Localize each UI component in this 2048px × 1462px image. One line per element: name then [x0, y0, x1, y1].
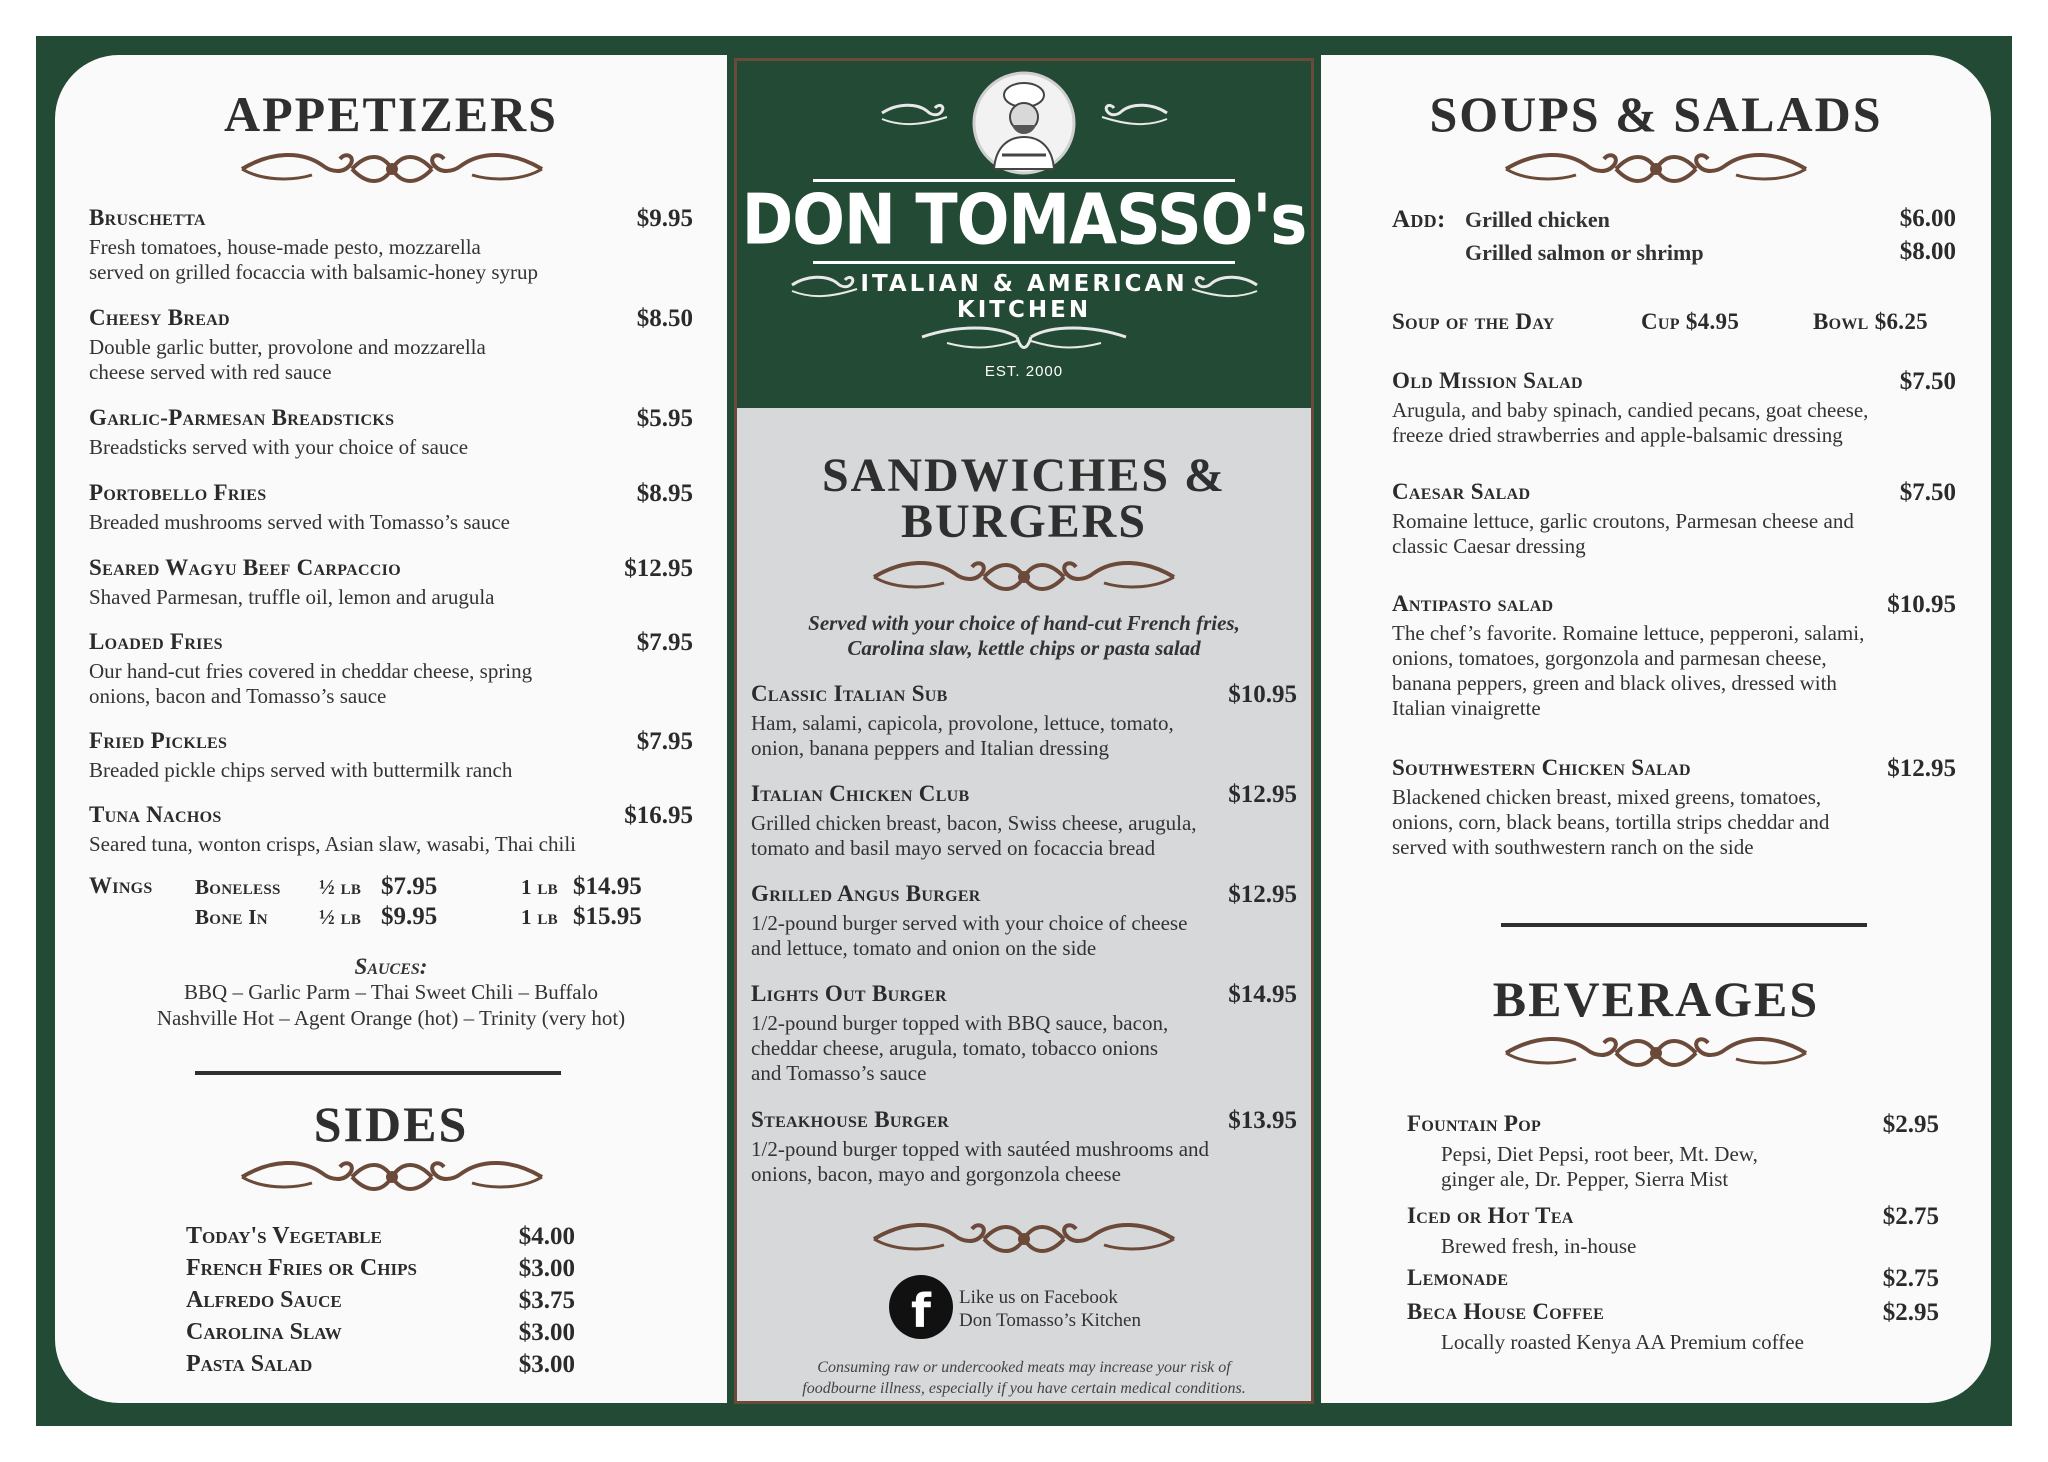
salad-desc: Arugula, and baby spinach, candied pecans, goat cheese,	[1392, 398, 1869, 422]
sandwich-desc: Ham, salami, capicola, provolone, lettuce, tomato,	[751, 711, 1174, 735]
brand-est: EST. 2000	[984, 363, 1064, 380]
sandwich-desc: onion, banana peppers and Italian dressing	[751, 736, 1110, 760]
side-name: Today's Vegetable	[186, 1223, 382, 1249]
flourish-divider-icon	[917, 323, 1131, 353]
appetizer-desc: Breaded mushrooms served with Tomasso’s sauce	[89, 510, 510, 534]
section-divider	[195, 1071, 561, 1075]
sauces-line: BBQ – Garlic Parm – Thai Sweet Chili – Buffalo	[184, 980, 598, 1004]
soup-cup-price: Cup $4.95	[1641, 309, 1740, 334]
wings-boneless: Boneless	[195, 875, 281, 899]
sandwich-desc: and Tomasso’s sauce	[751, 1061, 927, 1085]
side-price: $3.00	[518, 1319, 575, 1346]
salad-desc: freeze dried strawberries and apple-balsamic dressing	[1392, 423, 1843, 447]
health-notice: Consuming raw or undercooked meats may increase your risk of	[817, 1359, 1231, 1376]
facebook-link[interactable]: Like us on Facebook	[959, 1287, 1118, 1308]
sandwich-name: Italian Chicken Club	[751, 781, 970, 806]
appetizer-name: Seared Wagyu Beef Carpaccio	[89, 555, 401, 580]
salad-price: $7.50	[1899, 479, 1956, 506]
beverage-price: $2.75	[1882, 1203, 1939, 1230]
appetizer-name: Loaded Fries	[89, 629, 223, 654]
flourish-divider-icon	[877, 101, 952, 131]
wings-half-lb-label: ½ lb	[319, 905, 362, 929]
beverage-desc: Locally roasted Kenya AA Premium coffee	[1441, 1330, 1804, 1354]
brand-header	[737, 61, 1311, 408]
appetizers-heading: APPETIZERS	[224, 86, 558, 142]
sandwich-price: $12.95	[1228, 781, 1297, 808]
wings-bone-in: Bone In	[195, 905, 268, 929]
wings-bonein-full-price: $15.95	[573, 903, 642, 930]
flourish-divider-icon	[232, 147, 552, 191]
salad-desc: classic Caesar dressing	[1392, 534, 1586, 558]
chef-portrait-icon	[972, 71, 1076, 175]
sandwich-price: $10.95	[1228, 681, 1297, 708]
appetizer-price: $8.50	[636, 305, 693, 332]
appetizer-desc: served on grilled focaccia with balsamic-honey syrup	[89, 260, 539, 284]
flourish-divider-icon	[864, 1217, 1184, 1261]
add-item-price: $8.00	[1899, 238, 1956, 265]
appetizer-desc: cheese served with red sauce	[89, 360, 332, 384]
side-name: Carolina Slaw	[186, 1319, 342, 1345]
sandwich-desc: 1/2-pound burger topped with BBQ sauce, bacon,	[751, 1011, 1169, 1035]
appetizer-price: $7.95	[636, 728, 693, 755]
sandwich-desc: 1/2-pound burger served with your choice of cheese	[751, 911, 1188, 935]
appetizer-desc: Breadsticks served with your choice of sauce	[89, 435, 469, 459]
appetizer-price: $16.95	[624, 802, 693, 829]
salad-name: Old Mission Salad	[1392, 368, 1583, 393]
beverage-price: $2.95	[1882, 1111, 1939, 1138]
sandwich-price: $12.95	[1228, 881, 1297, 908]
flourish-divider-icon	[787, 273, 862, 303]
brand-subtitle: ITALIAN & AMERICAN	[860, 271, 1188, 297]
flourish-divider-icon	[232, 1155, 552, 1199]
soup-bowl-price: Bowl $6.25	[1813, 309, 1928, 334]
flourish-divider-icon	[1187, 273, 1262, 303]
salad-desc: Romaine lettuce, garlic croutons, Parmesan cheese and	[1392, 509, 1854, 533]
appetizer-price: $9.95	[636, 205, 693, 232]
facebook-icon[interactable]: f	[889, 1275, 953, 1339]
flourish-divider-icon	[864, 555, 1184, 599]
brand-rule	[813, 261, 1235, 264]
beverage-name: Beca House Coffee	[1407, 1299, 1605, 1324]
flourish-divider-icon	[1097, 101, 1172, 131]
salad-desc: onions, tomatoes, gorgonzola and parmesan cheese,	[1392, 646, 1827, 670]
wings-boneless-half-price: $7.95	[381, 873, 438, 900]
sandwiches-heading: SANDWICHES &	[821, 449, 1227, 502]
appetizer-desc: Seared tuna, wonton crisps, Asian slaw, wasabi, Thai chili	[89, 832, 576, 856]
sandwich-desc: tomato and basil mayo served on focaccia bread	[751, 836, 1156, 860]
appetizer-price: $7.95	[636, 629, 693, 656]
beverage-desc: Brewed fresh, in-house	[1441, 1234, 1637, 1258]
add-item-name: Grilled chicken	[1465, 207, 1610, 232]
sandwich-desc: onions, bacon, mayo and gorgonzola cheese	[751, 1162, 1121, 1186]
salad-desc: banana peppers, green and black olives, dressed with	[1392, 671, 1837, 695]
salad-desc: Italian vinaigrette	[1392, 696, 1541, 720]
salad-desc: served with southwestern ranch on the side	[1392, 835, 1754, 859]
soup-of-day: Soup of the Day	[1392, 309, 1555, 334]
right-panel	[1321, 55, 1991, 1403]
salad-price: $10.95	[1887, 591, 1956, 618]
sandwich-name: Grilled Angus Burger	[751, 881, 981, 906]
beverage-name: Iced or Hot Tea	[1407, 1203, 1574, 1228]
sauces-line: Nashville Hot – Agent Orange (hot) – Trinity (very hot)	[156, 1006, 626, 1030]
appetizer-name: Portobello Fries	[89, 480, 267, 505]
side-price: $4.00	[518, 1223, 575, 1250]
appetizer-name: Bruschetta	[89, 205, 206, 230]
appetizer-name: Garlic-Parmesan Breadsticks	[89, 405, 395, 430]
sandwich-name: Classic Italian Sub	[751, 681, 948, 706]
appetizer-desc: Breaded pickle chips served with buttermilk ranch	[89, 758, 513, 782]
side-name: Alfredo Sauce	[186, 1287, 342, 1313]
brand-name: DON TOMASSO's	[741, 178, 1307, 261]
salad-price: $12.95	[1887, 755, 1956, 782]
side-name: French Fries or Chips	[186, 1255, 417, 1281]
beverages-heading: BEVERAGES	[1492, 971, 1820, 1027]
add-item-name: Grilled salmon or shrimp	[1465, 240, 1704, 265]
appetizer-name: Cheesy Bread	[89, 305, 230, 330]
health-notice: foodbourne illness, especially if you have certain medical conditions.	[802, 1380, 1246, 1397]
brand-subtitle: KITCHEN	[956, 297, 1092, 323]
sandwich-desc: 1/2-pound burger topped with sautéed mushrooms and	[751, 1137, 1210, 1161]
appetizer-desc: Fresh tomatoes, house-made pesto, mozzarella	[89, 235, 481, 259]
salad-name: Southwestern Chicken Salad	[1392, 755, 1691, 780]
appetizer-desc: Double garlic butter, provolone and mozzarella	[89, 335, 486, 359]
salad-desc: onions, corn, black beans, tortilla strips cheddar and	[1392, 810, 1830, 834]
sandwich-desc: cheddar cheese, arugula, tomato, tobacco onions	[751, 1036, 1159, 1060]
sandwiches-intro: Carolina slaw, kettle chips or pasta salad	[847, 636, 1201, 660]
wings-label: Wings	[89, 873, 153, 898]
facebook-link[interactable]: Don Tomasso’s Kitchen	[959, 1310, 1141, 1331]
sandwich-price: $13.95	[1228, 1107, 1297, 1134]
sandwich-price: $14.95	[1228, 981, 1297, 1008]
appetizer-name: Tuna Nachos	[89, 802, 222, 827]
sandwich-desc: and lettuce, tomato and onion on the side	[751, 936, 1097, 960]
beverage-desc: ginger ale, Dr. Pepper, Sierra Mist	[1441, 1167, 1729, 1191]
salad-name: Caesar Salad	[1392, 479, 1531, 504]
sauces-label: Sauces:	[354, 954, 428, 979]
appetizer-price: $5.95	[636, 405, 693, 432]
salad-desc: The chef’s favorite. Romaine lettuce, pepperoni, salami,	[1392, 621, 1865, 645]
side-price: $3.75	[518, 1287, 575, 1314]
sandwich-name: Lights Out Burger	[751, 981, 947, 1006]
beverage-name: Fountain Pop	[1407, 1111, 1542, 1136]
appetizer-desc: Our hand-cut fries covered in cheddar cheese, spring	[89, 659, 533, 683]
side-name: Pasta Salad	[186, 1351, 313, 1377]
beverage-price: $2.95	[1882, 1299, 1939, 1326]
left-panel	[55, 55, 727, 1403]
sandwich-desc: Grilled chicken breast, bacon, Swiss cheese, arugula,	[751, 811, 1197, 835]
section-divider	[1501, 923, 1867, 927]
beverage-desc: Pepsi, Diet Pepsi, root beer, Mt. Dew,	[1441, 1142, 1758, 1166]
beverage-name: Lemonade	[1407, 1265, 1509, 1290]
appetizer-price: $8.95	[636, 480, 693, 507]
sandwich-name: Steakhouse Burger	[751, 1107, 950, 1132]
wings-one-lb-label: 1 lb	[521, 905, 558, 929]
side-price: $3.00	[518, 1351, 575, 1378]
salad-price: $7.50	[1899, 368, 1956, 395]
appetizer-desc: onions, bacon and Tomasso’s sauce	[89, 684, 387, 708]
beverage-price: $2.75	[1882, 1265, 1939, 1292]
soups-heading: SOUPS & SALADS	[1429, 86, 1883, 142]
add-label: Add:	[1392, 206, 1446, 233]
appetizer-price: $12.95	[624, 555, 693, 582]
sides-heading: SIDES	[313, 1096, 469, 1152]
flourish-divider-icon	[1496, 1031, 1816, 1075]
appetizer-desc: Shaved Parmesan, truffle oil, lemon and arugula	[89, 585, 495, 609]
sandwiches-intro: Served with your choice of hand-cut French fries,	[808, 611, 1240, 635]
wings-bonein-half-price: $9.95	[381, 903, 438, 930]
wings-boneless-full-price: $14.95	[573, 873, 642, 900]
salad-desc: Blackened chicken breast, mixed greens, tomatoes,	[1392, 785, 1822, 809]
side-price: $3.00	[518, 1255, 575, 1282]
appetizer-name: Fried Pickles	[89, 728, 228, 753]
flourish-divider-icon	[1496, 147, 1816, 191]
wings-one-lb-label: 1 lb	[521, 875, 558, 899]
middle-panel	[734, 58, 1314, 1404]
salad-name: Antipasto salad	[1392, 591, 1554, 616]
add-item-price: $6.00	[1899, 205, 1956, 232]
wings-half-lb-label: ½ lb	[319, 875, 362, 899]
sandwiches-heading: BURGERS	[900, 495, 1148, 548]
